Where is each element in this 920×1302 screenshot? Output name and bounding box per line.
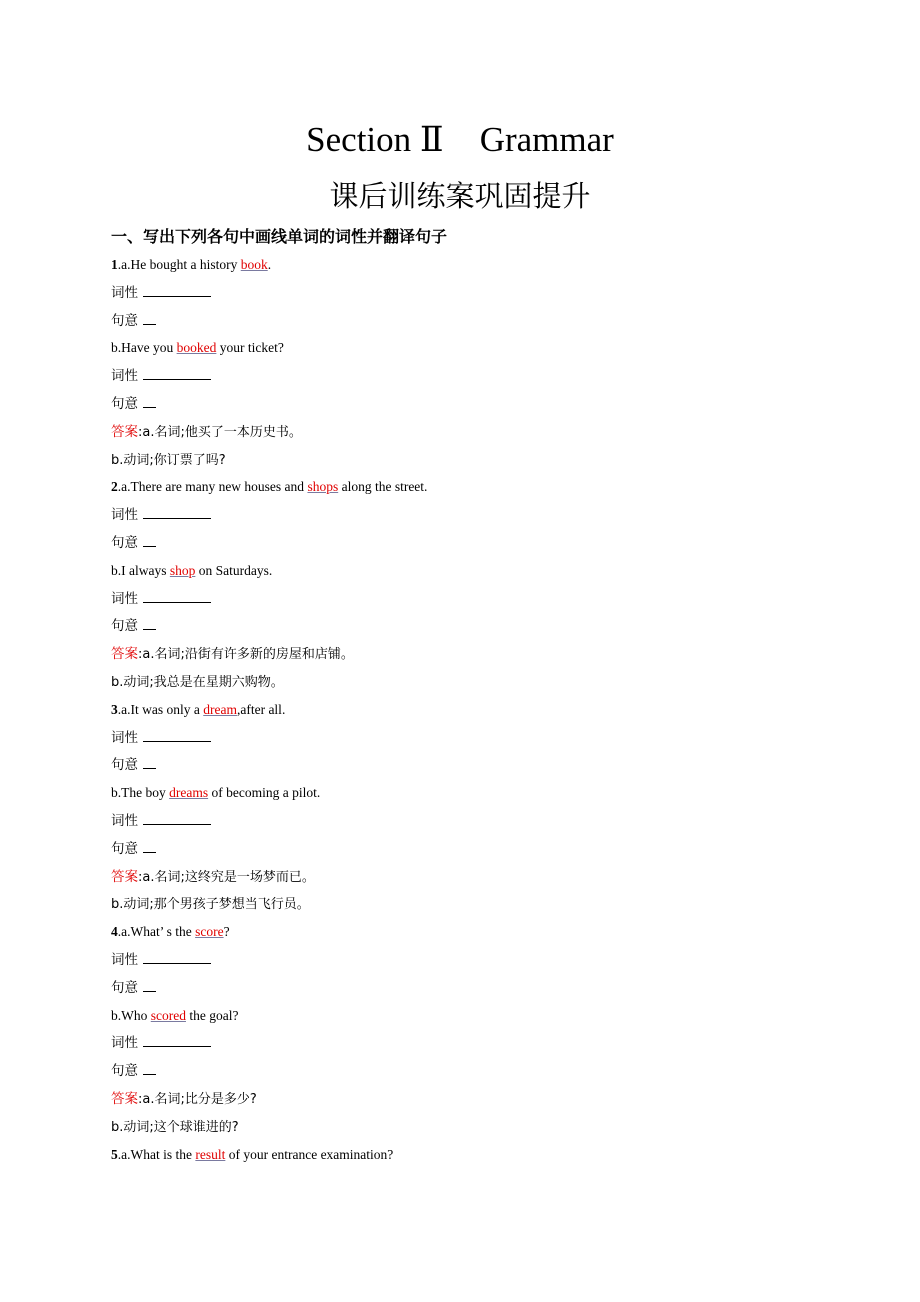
answer-text: b.动词;那个男孩子梦想当飞行员。 xyxy=(111,897,310,913)
answer-text: :a.名词;这终究是一场梦而已。 xyxy=(138,869,315,885)
meaning-blank[interactable] xyxy=(143,534,156,547)
pos-blank[interactable] xyxy=(143,367,211,380)
question-number: 4 xyxy=(111,924,118,940)
pos-row xyxy=(111,367,211,385)
pos-blank[interactable] xyxy=(143,284,211,297)
answer-row-b xyxy=(111,895,310,914)
page-subtitle: 课后训练案巩固提升 xyxy=(329,179,591,213)
answer-label: 答案 xyxy=(111,646,138,663)
meaning-row xyxy=(111,617,156,635)
answer-row-b xyxy=(111,673,284,692)
meaning-blank[interactable] xyxy=(143,756,156,769)
meaning-label: 句意 xyxy=(111,618,138,635)
sentence-a xyxy=(111,701,285,719)
underlined-word: book xyxy=(240,257,268,272)
pos-row xyxy=(111,951,211,969)
answer-text: :a.名词;比分是多少? xyxy=(138,1092,257,1107)
sentence-b xyxy=(111,562,272,580)
pos-blank[interactable] xyxy=(143,812,211,825)
pos-label: 词性 xyxy=(111,952,138,968)
sentence-text: . xyxy=(267,257,272,272)
sentence-a xyxy=(111,478,427,496)
answer-text: b.动词;这个球谁进的? xyxy=(111,1119,239,1135)
sentence-text: of becoming a pilot. xyxy=(208,785,321,801)
meaning-blank[interactable] xyxy=(143,395,156,408)
sentence-text: along the street. xyxy=(338,479,428,495)
answer-row xyxy=(111,868,315,887)
pos-row xyxy=(111,284,211,302)
underlined-word: score xyxy=(195,924,224,940)
pos-label: 词性 xyxy=(111,368,138,385)
sentence-text: .a.What’ s the xyxy=(117,924,196,940)
sentence-text: ,after all. xyxy=(236,701,286,717)
sentence-text: ? xyxy=(223,924,230,940)
sentence-text: b.I always xyxy=(111,562,170,578)
meaning-label: 句意 xyxy=(111,535,138,551)
sentence-text: your ticket? xyxy=(216,340,284,356)
answer-label: 答案 xyxy=(111,1091,138,1107)
question-number: 5 xyxy=(111,1146,118,1162)
meaning-blank[interactable] xyxy=(143,312,156,325)
sentence-b xyxy=(111,339,284,357)
pos-row xyxy=(111,506,211,524)
meaning-row xyxy=(111,395,156,413)
answer-text: b.动词;我总是在星期六购物。 xyxy=(111,675,284,690)
meaning-blank[interactable] xyxy=(143,979,156,992)
sentence-a xyxy=(111,1146,393,1164)
pos-label: 词性 xyxy=(111,1035,138,1052)
underlined-word: scored xyxy=(150,1007,186,1023)
meaning-row xyxy=(111,840,156,858)
pos-row xyxy=(111,1034,211,1052)
meaning-label: 句意 xyxy=(111,1063,138,1080)
title-section: Section Ⅱ xyxy=(306,120,444,159)
meaning-label: 句意 xyxy=(111,979,138,996)
answer-text: :a.名词;他买了一本历史书。 xyxy=(138,424,302,440)
pos-blank[interactable] xyxy=(143,951,211,964)
section-heading: 一、写出下列各句中画线单词的词性并翻译句子 xyxy=(111,227,448,246)
sentence-a xyxy=(111,256,271,274)
answer-row-b xyxy=(111,1118,239,1137)
meaning-row xyxy=(111,534,156,552)
meaning-label: 句意 xyxy=(111,757,138,774)
answer-row xyxy=(111,1090,257,1109)
sentence-text: b.Who xyxy=(111,1007,151,1023)
pos-blank[interactable] xyxy=(143,506,211,519)
meaning-row xyxy=(111,979,156,997)
question-number: 3 xyxy=(111,701,118,717)
sentence-text: .a.He bought a history xyxy=(117,257,241,272)
answer-row xyxy=(111,645,354,664)
sentence-b xyxy=(111,1007,238,1025)
answer-label: 答案 xyxy=(111,423,138,440)
meaning-blank[interactable] xyxy=(143,1062,156,1075)
answer-text: b.动词;你订票了吗? xyxy=(111,452,226,468)
question-number: 2 xyxy=(111,479,118,495)
meaning-row xyxy=(111,312,156,330)
meaning-label: 句意 xyxy=(111,396,138,412)
pos-label: 词性 xyxy=(111,590,138,607)
answer-text: :a.名词;沿街有许多新的房屋和店铺。 xyxy=(138,647,354,663)
pos-label: 词性 xyxy=(111,729,138,746)
pos-row xyxy=(111,812,211,830)
sentence-text: of your entrance examination? xyxy=(225,1146,394,1162)
meaning-blank[interactable] xyxy=(143,840,156,853)
sentence-text: .a.What is the xyxy=(117,1146,196,1162)
sentence-text: .a.It was only a xyxy=(117,701,204,717)
page-title xyxy=(0,118,920,162)
underlined-word: shops xyxy=(307,479,339,495)
underlined-word: booked xyxy=(176,340,217,356)
meaning-label: 句意 xyxy=(111,840,138,857)
answer-label: 答案 xyxy=(111,868,138,885)
underlined-word: shop xyxy=(169,562,196,578)
pos-blank[interactable] xyxy=(143,1034,211,1047)
sentence-text: the goal? xyxy=(185,1007,239,1023)
meaning-blank[interactable] xyxy=(143,617,156,630)
meaning-label: 句意 xyxy=(111,312,138,329)
sentence-text: b.Have you xyxy=(111,340,177,356)
sentence-a xyxy=(111,923,230,941)
answer-row xyxy=(111,423,302,442)
title-grammar: Grammar xyxy=(479,120,614,159)
pos-label: 词性 xyxy=(111,813,138,829)
pos-row xyxy=(111,729,211,747)
sentence-b xyxy=(111,784,320,802)
pos-blank[interactable] xyxy=(143,590,211,603)
underlined-word: dreams xyxy=(169,785,209,801)
sentence-text: b.The boy xyxy=(111,785,170,801)
sentence-text: .a.There are many new houses and xyxy=(117,479,308,495)
underlined-word: result xyxy=(195,1146,226,1162)
pos-blank[interactable] xyxy=(143,729,211,742)
underlined-word: dream xyxy=(203,701,237,717)
pos-label: 词性 xyxy=(111,284,138,301)
answer-row-b xyxy=(111,451,226,470)
meaning-row xyxy=(111,1062,156,1080)
question-number: 1 xyxy=(111,257,118,272)
pos-label: 词性 xyxy=(111,507,138,524)
meaning-row xyxy=(111,756,156,774)
sentence-text: on Saturdays. xyxy=(195,562,273,578)
pos-row xyxy=(111,590,211,608)
